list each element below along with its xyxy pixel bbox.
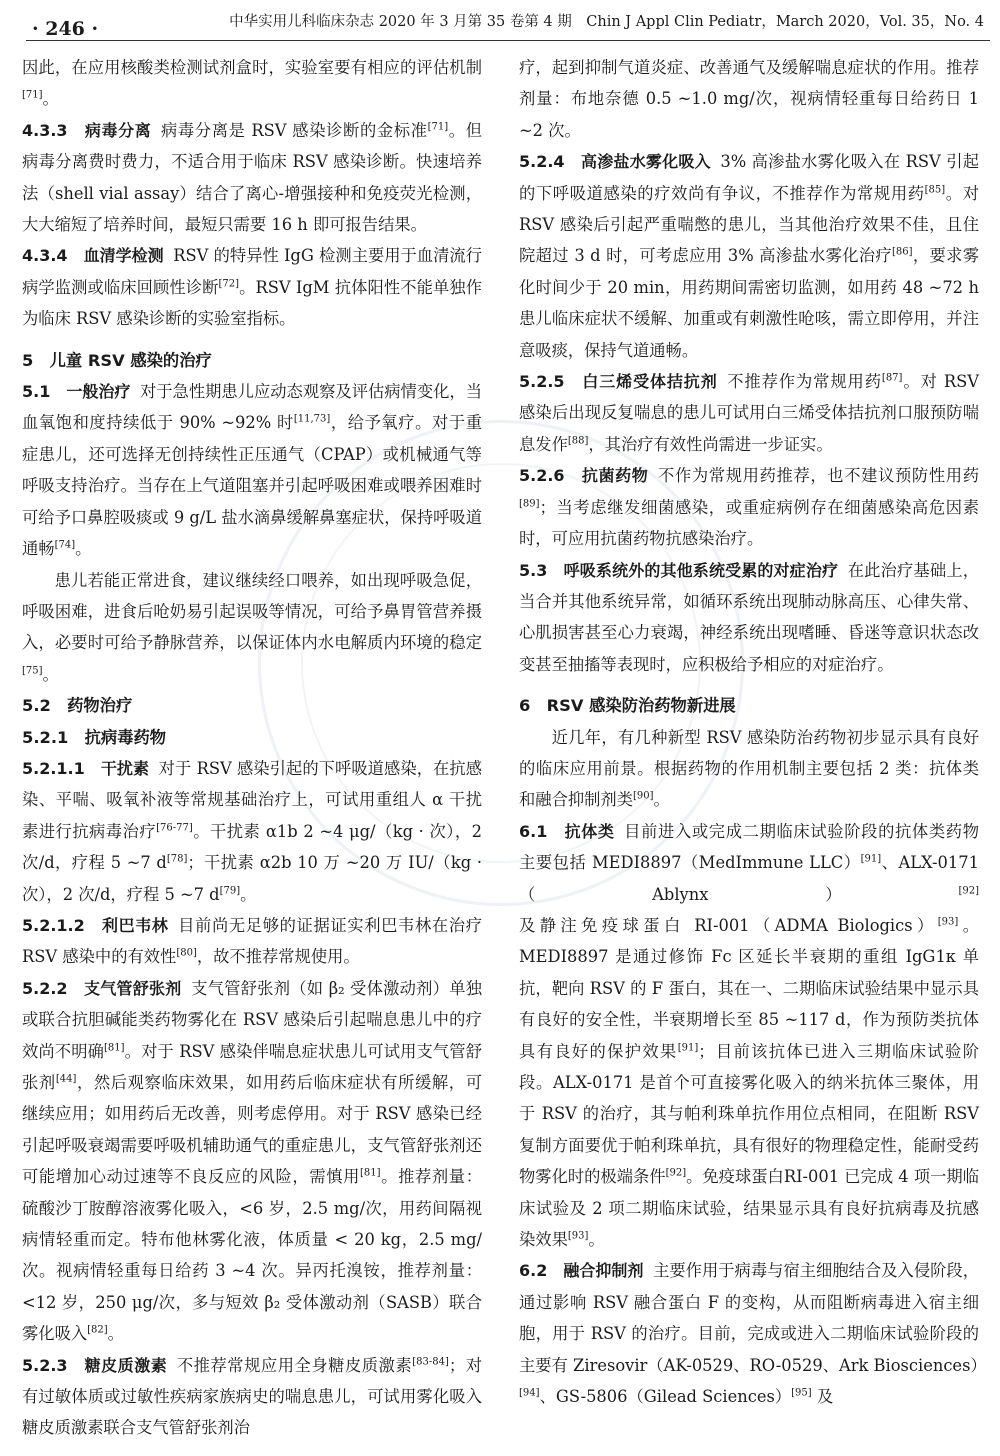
citation-ref: [89] [519,498,540,510]
section-heading: 6.2 融合抑制剂 [519,1261,644,1281]
citation-ref: [81] [360,1167,381,1179]
citation-ref: [80] [176,947,197,959]
section-heading: 5.3 呼吸系统外的其他系统受累的对症治疗 [519,560,839,580]
section-heading: 5.2.3 糖皮质激素 [22,1355,168,1375]
paragraph-section-6: 近几年，有几种新型 RSV 感染防治药物初步显示具有良好的临床应用前景。根据药物的作用机制主要包括 2 类：抗体类和融合抑制剂类[90]。 [519,727,979,810]
running-header [26,0,990,41]
citation-ref: [85] [924,184,946,196]
section-heading: 6.1 抗体类 [519,821,615,841]
section-6-1: 6.1 抗体类 目前进入或完成二期临床试验阶段的抗体类药物主要包括 MEDI8897（MedImmune LLC）[91]、ALX-0171（Ablynx）[92]及静注免疫球蛋白 RI-001（ADMA Biologics）[93]。MEDI8897 是通过修饰 Fc 区延长半衰期的重组 IgG1κ 单抗，靶向 RSV 的 F 蛋白，其在一、二期临床试验结果中显示具有良好的安全性，半衰期增长至 85 ~117 d，作为预防类抗体具有良好的保护效果[91]；目前该抗体已进入三期临床试验阶段。ALX-0171 是首个可直接雾化吸入的纳米抗体三聚体，用于 RSV 的治疗，其与帕利珠单抗作用位点相同，在阻断 RSV 复制方面要优于帕利珠单抗，具有很好的物理稳定性，能耐受药物雾化时的极端条件[92]。免疫球蛋白RI-001 已完成 4 项一期临床试验及 2 项二期临床试验，结果显示具有良好抗病毒及抗感染效果[93]。 [519,821,979,1250]
citation-ref: [44] [55,1073,77,1085]
citation-ref: [91] [860,853,882,865]
right-column [519,52,987,1412]
page-number: · 246 · [32,18,99,40]
citation-ref: [87] [881,372,903,384]
section-5-2-2: 5.2.2 支气管舒张剂 支气管舒张剂（如 β₂ 受体激动剂）单独或联合抗胆碱能类药物雾化在 RSV 感染后引起喘息患儿中的疗效尚不明确[81]。对于 RSV 感染伴喘息症状患儿可试用支气管舒张剂[44]，然后观察临床效果，如用药后临床症状有所缓解，可继续应用；如用药后无改善，则考虑停用。对于 RSV 感染已经引起呼吸衰竭需要呼吸机辅助通气的重症患儿，支气管舒张剂还可能增加心动过速等不良反应的风险，需慎用[81]。推荐剂量：硫酸沙丁胺醇溶液雾化吸入，<6 岁，2.5 mg/次，用药间隔视病情轻重而定。特布他林雾化液，体质量 < 20 kg，2.5 mg/次。视病情轻重每日给药 3 ~4 次。异丙托溴铵，推荐剂量：<12 岁，250 μg/次，多与短效 β₂ 受体激动剂（SASB）联合雾化吸入[82]。 [22,978,482,1344]
section-5-3: 5.3 呼吸系统外的其他系统受累的对症治疗 在此治疗基础上，当合并其他系统异常，如循环系统出现肺动脉高压、心律失常、心肌损害甚至心力衰竭，神经系统出现嗜睡、昏迷等意识状态改变甚至抽搐等表现时，应积极给予相应的对症治疗。 [519,560,979,674]
citation-ref: [88] [567,435,589,447]
citation-ref: [75] [22,665,43,677]
citation-ref: [74] [54,539,76,551]
citation-ref: [71] [427,121,449,133]
section-heading: 5.2.1.2 利巴韦林 [22,915,169,935]
section-heading: 5.2.1.1 干扰素 [22,758,150,778]
citation-ref: [92] [958,885,979,897]
citation-ref: [94] [519,1387,540,1399]
section-heading: 5.2.4 高渗盐水雾化吸入 [519,152,711,172]
citation-ref: [93] [567,1230,589,1242]
citation-ref: [79] [219,885,241,897]
paragraph-feeding: 患儿若能正常进食，建议继续经口喂养，如出现呼吸急促，呼吸困难，进食后呛奶易引起误吸等情况，可给予鼻胃管营养摄入，必要时可给予静脉营养，以保证体内水电解质内环境的稳定[75]。 [22,570,482,684]
section-4-3-4: 4.3.4 血清学检测 RSV 的特异性 IgG 检测主要用于血清流行病学监测或临床回顾性诊断[72]。RSV IgM 抗体阳性不能单独作为临床 RSV 感染诊断的实验室指标。 [22,246,482,329]
section-title-5-2-1: 5.2.1 抗病毒药物 [22,727,167,747]
section-5-2-1-2: 5.2.1.2 利巴韦林 目前尚无足够的证据证实利巴韦林在治疗 RSV 感染中的有效性[80]，故不推荐常规使用。 [22,915,482,967]
citation-ref: [93] [937,916,959,928]
section-5-2-3: 5.2.3 糖皮质激素 不推荐常规应用全身糖皮质激素[83-84]；对有过敏体质或过敏性疾病家族病史的喘息患儿，可试用雾化吸入糖皮质激素联合支气管舒张剂治 [22,1355,482,1438]
section-heading: 5.2.2 支气管舒张剂 [22,978,182,998]
citation-ref: [91] [677,1042,699,1054]
citation-ref: [86] [892,247,913,259]
section-heading: 5.1 一般治疗 [22,382,131,402]
section-title-5-2: 5.2 药物治疗 [22,696,133,716]
section-heading: 5.2.6 抗菌药物 [519,466,649,486]
citation-ref: [95] [791,1387,812,1399]
section-title-6: 6 RSV 感染防治药物新进展 [519,696,736,716]
citation-ref: [71] [22,89,43,101]
paragraph-continued: 因此，在应用核酸类检测试剂盒时，实验室要有相应的评估机制[71]。 [22,58,482,109]
section-heading: 4.3.3 病毒分离 [22,120,152,140]
citation-ref: [11,73] [293,414,331,426]
citation-ref: [78] [166,853,188,865]
section-5-2-6: 5.2.6 抗菌药物 不作为常规用药推荐，也不建议预防性用药[89]；当考虑继发细菌感染，或重症病例存在细菌感染高危因素时，可应用抗菌药物抗感染治疗。 [519,466,979,549]
section-5-2-5: 5.2.5 白三烯受体拮抗剂 不推荐作为常规用药[87]。对 RSV 感染后出现反复喘息的患儿可试用白三烯受体拮抗剂口服预防喘息发作[88]，其治疗有效性尚需进一步证实。 [519,372,979,454]
citation-ref: [72] [218,278,240,290]
section-4-3-3: 4.3.3 病毒分离 病毒分离是 RSV 感染诊断的金标准[71]。但病毒分离费时费力，不适合用于临床 RSV 感染诊断。快速培养法（shell vial assay）结合了离心-增强接种和免疫荧光检测，大大缩短了培养时间，最短只需要 16 h 即可报告结果。 [22,120,482,235]
citation-ref: [82] [87,1324,108,1336]
citation-ref: [81] [104,1042,125,1054]
section-heading: 5.2.5 白三烯受体拮抗剂 [519,372,718,392]
left-column [22,52,482,1444]
section-5-2-4: 5.2.4 高渗盐水雾化吸入 3% 高渗盐水雾化吸入在 RSV 引起的下呼吸道感染的疗效尚有争议，不推荐作为常规用药[85]。对 RSV 感染后引起严重喘憋的患儿，当其他治疗效果不佳，且住院超过 3 d 时，可考虑应用 3% 高渗盐水雾化治疗[86]，要求雾化时间少于 20 min，用药期间需密切监测，如用药 48 ~72 h 患儿临床症状不缓解、加重或有刺激性呛咳，需立即停用，并注意吸痰，保持气道通畅。 [519,152,979,360]
paragraph-continued: 疗，起到抑制气道炎症、改善通气及缓解喘息症状的作用。推荐剂量：布地奈德 0.5 ~1.0 mg/次，视病情轻重每日给药日 1 ~2 次。 [519,58,979,140]
citation-ref: [76-77] [156,822,193,834]
section-title-5: 5 儿童 RSV 感染的治疗 [22,350,212,370]
section-5-2-1-1: 5.2.1.1 干扰素 对于 RSV 感染引起的下呼吸道感染，在抗感染、平喘、吸氧补液等常规基础治疗上，可试用重组人 α 干扰素进行抗病毒治疗[76-77]。干扰素 α1b 2 ~4 μg/（kg · 次），2 次/d，疗程 5 ~7 d[78]；干扰素 α2b 10 万 ~20 万 IU/（kg · 次），2 次/d，疗程 5 ~7 d[79]。 [22,758,482,904]
citation-ref: [90] [632,790,654,802]
section-6-2: 6.2 融合抑制剂 主要作用于病毒与宿主细胞结合及入侵阶段，通过影响 RSV 融合蛋白 F 的变构，从而阻断病毒进入宿主细胞，用于 RSV 的治疗。目前，完成或进入二期临床试验阶段的主要有 Ziresovir（AK-0529、RO-0529、Ark Biosciences）[94]、GS-5806（Gilead Sciences）[95] 及 [519,1261,987,1407]
section-heading: 4.3.4 血清学检测 [22,246,164,266]
citation-ref: [92] [665,1167,687,1179]
section-5-1: 5.1 一般治疗 对于急性期患儿应动态观察及评估病情变化，当血氧饱和度持续低于 90% ~92% 时[11,73]，给予氧疗。对于重症患儿，还可选择无创持续性正压通气（CPAP）或机械通气等呼吸支持治疗。当存在上气道阻塞并引起呼吸困难或喂养困难时可给予口鼻腔吸痰或 9 g/L 盐水滴鼻缓解鼻塞症状，保持呼吸道通畅[74]。 [22,382,482,559]
journal-citation: 中华实用儿科临床杂志 2020 年 3 月第 35 卷第 4 期 Chin J Appl Clin Pediatr，March 2020，Vol. 35，No. 4 [229,14,984,30]
citation-ref: [83-84] [412,1356,449,1368]
